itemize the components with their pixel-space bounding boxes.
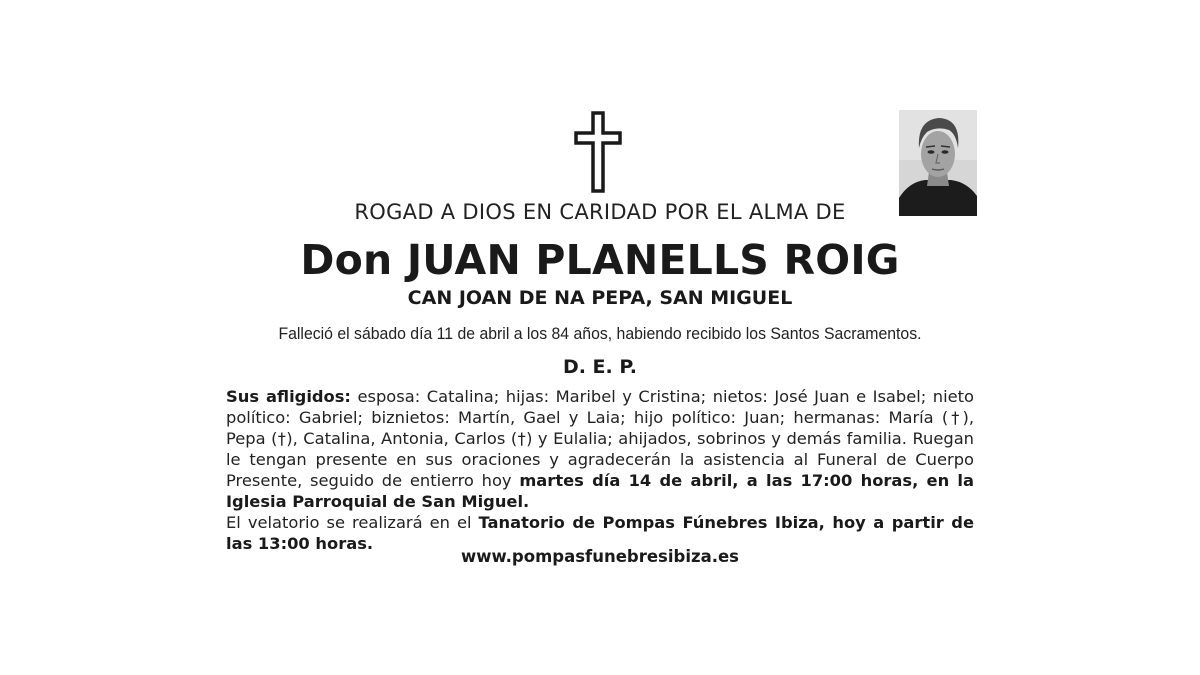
website-link[interactable]: www.pompasfunebresibiza.es [460, 547, 739, 566]
death-notice: Falleció el sábado día 11 de abril a los 84 años, habiendo recibido los Santos Sacramentos. [278, 324, 922, 343]
dep-heading: D. E. P. [562, 356, 638, 378]
deceased-alias: CAN JOAN DE NA PEPA, SAN MIGUEL [407, 287, 793, 309]
invocation-line: ROGAD A DIOS EN CARIDAD POR EL ALMA DE [354, 200, 846, 224]
wake-text: El velatorio se realizará en el [226, 513, 479, 532]
mourners-paragraph [226, 386, 974, 512]
mourners-label: Sus afligidos: [226, 387, 351, 406]
wake-place: Tanatorio de Pompas Fúnebres Ibiza, hoy a partir de las 13:00 horas. [226, 513, 974, 553]
obituary-body [226, 386, 974, 554]
mourners-text: esposa: Catalina; hijas: Maribel y Cristina; nietos: José Juan e Isabel; nieto político: Gabriel; biznietos: Martín, Gael y Laia; hijo político: Juan; hermanas: María (†), Pepa (†), Catalina, Antonia, Carlos (†) y Eulalia; ahijados, sobrinos y demás familia. Ruegan le tengan presente en sus oraciones y agradecerán la asistencia al Funeral de Cuerpo Presente, seguido de entierro hoy [226, 387, 974, 490]
cross-icon [574, 111, 622, 193]
deceased-name: Don JUAN PLANELLS ROIG [300, 236, 900, 284]
funeral-time: martes día 14 de abril, a las 17:00 horas, en la Iglesia Parroquial de San Miguel. [226, 471, 975, 511]
